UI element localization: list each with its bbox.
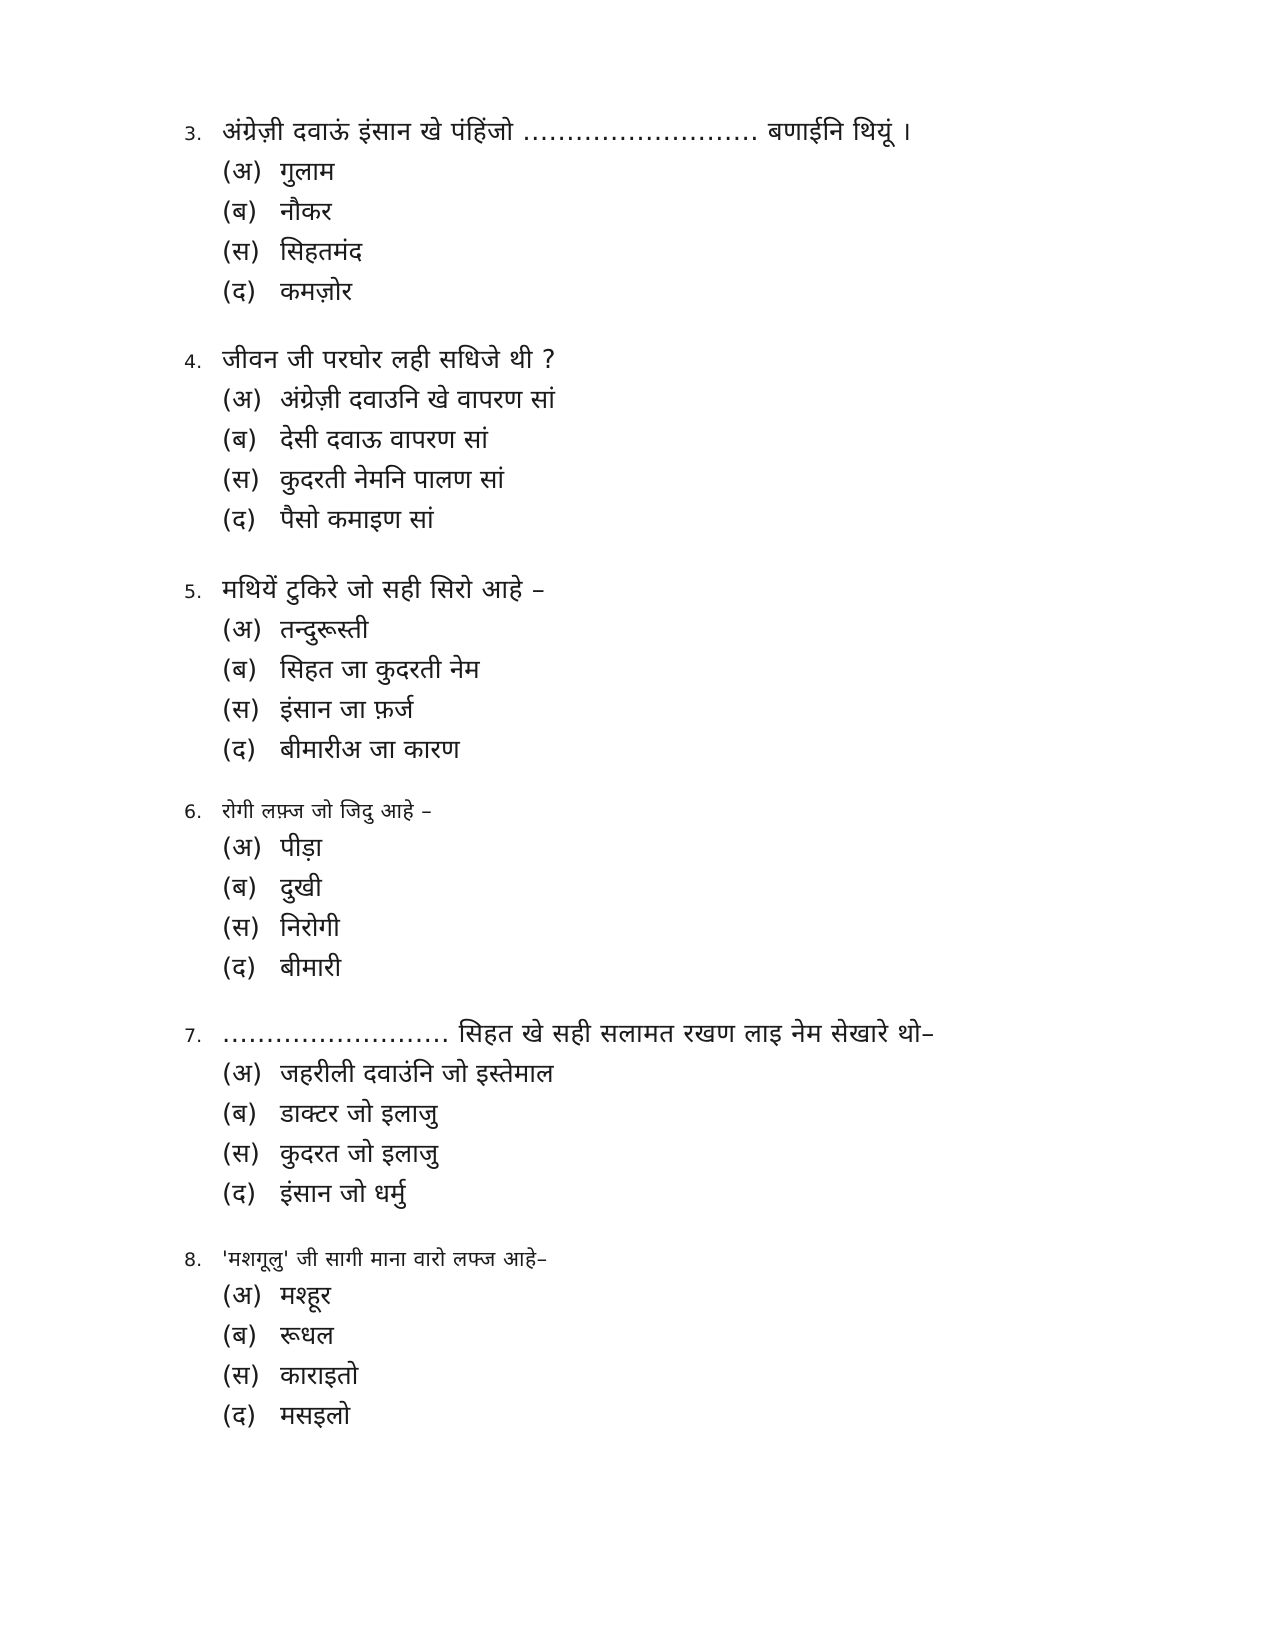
option-text: बीमारी: [280, 953, 342, 983]
option-text: पैसो कमाइण सां: [280, 505, 434, 535]
option-label: (द): [222, 735, 257, 765]
option-label: (द): [222, 953, 257, 983]
question-number: 5.: [184, 581, 203, 603]
option-text: देसी दवाऊ वापरण सां: [280, 425, 489, 455]
question-text: .......................... सिहत खे सही सलामत रखण लाइ नेम सेखारे थो–: [222, 1019, 935, 1049]
option-text: तन्दुरूस्ती: [280, 615, 369, 645]
question-text: अंग्रेज़ी दवाऊं इंसान खे पंहिंजो ........................... बणाईनि थियूं ।: [222, 117, 912, 147]
option-text: सिहतमंद: [280, 237, 363, 267]
question-text: जीवन जी परघोर लही सधिजे थी ?: [222, 345, 557, 375]
option-label: (द): [222, 1401, 257, 1431]
question-stem: [184, 112, 1184, 152]
option-text: पीड़ा: [280, 833, 323, 863]
question-stem: [184, 794, 1184, 828]
option-c: [222, 232, 1184, 272]
option-text: दुखी: [280, 873, 322, 903]
question-stem: [184, 1242, 1184, 1276]
question-stem: [184, 570, 1184, 610]
option-text: मश्हूर: [280, 1281, 332, 1311]
option-text: सिहत जा कुदरती नेम: [280, 655, 480, 685]
option-a: [222, 1054, 1184, 1094]
option-b: [222, 868, 1184, 908]
question-8: [184, 1242, 1184, 1436]
option-label: (द): [222, 505, 257, 535]
option-b: [222, 1094, 1184, 1134]
question-number: 6.: [184, 801, 203, 823]
option-b: [222, 650, 1184, 690]
question-6: [184, 794, 1184, 988]
option-label: (अ): [222, 1059, 263, 1089]
option-a: [222, 828, 1184, 868]
option-b: [222, 420, 1184, 460]
option-label: (ब): [222, 655, 258, 685]
option-label: (अ): [222, 157, 263, 187]
option-d: [222, 272, 1184, 312]
option-c: [222, 690, 1184, 730]
option-a: [222, 1276, 1184, 1316]
option-d: [222, 500, 1184, 540]
option-c: [222, 908, 1184, 948]
option-label: (द): [222, 277, 257, 307]
options-list: [222, 610, 1184, 770]
option-label: (स): [222, 465, 260, 495]
question-text: 'मशगूलु' जी सागी माना वारो लफ्ज आहे–: [222, 1247, 548, 1271]
option-label: (अ): [222, 1281, 263, 1311]
options-list: [222, 152, 1184, 312]
question-number: 3.: [184, 123, 203, 145]
options-list: [222, 1276, 1184, 1436]
option-text: नौकर: [280, 197, 332, 227]
option-text: काराइतो: [280, 1361, 359, 1391]
option-a: [222, 152, 1184, 192]
option-label: (स): [222, 695, 260, 725]
question-4: [184, 340, 1184, 540]
option-text: रूधल: [280, 1321, 334, 1351]
options-list: [222, 1054, 1184, 1214]
question-3: [184, 112, 1184, 312]
question-text: मथियें टुकिरे जो सही सिरो आहे –: [222, 575, 546, 605]
option-text: इंसान जो धर्मु: [280, 1179, 406, 1209]
option-d: [222, 948, 1184, 988]
question-7: [184, 1014, 1184, 1214]
option-label: (ब): [222, 197, 258, 227]
option-label: (स): [222, 1139, 260, 1169]
option-label: (अ): [222, 833, 263, 863]
option-d: [222, 730, 1184, 770]
option-b: [222, 1316, 1184, 1356]
option-text: कुदरत जो इलाजु: [280, 1139, 439, 1169]
question-number: 4.: [184, 351, 203, 373]
option-d: [222, 1174, 1184, 1214]
option-a: [222, 610, 1184, 650]
option-c: [222, 460, 1184, 500]
option-label: (ब): [222, 425, 258, 455]
option-label: (स): [222, 1361, 260, 1391]
question-5: [184, 570, 1184, 770]
question-stem: [184, 340, 1184, 380]
option-b: [222, 192, 1184, 232]
option-label: (स): [222, 237, 260, 267]
option-text: निरोगी: [280, 913, 340, 943]
option-label: (स): [222, 913, 260, 943]
option-label: (अ): [222, 615, 263, 645]
question-number: 8.: [184, 1249, 203, 1271]
options-list: [222, 380, 1184, 540]
option-label: (ब): [222, 1099, 258, 1129]
question-text: रोगी लफ़्ज जो जिदु आहे –: [222, 799, 433, 823]
option-text: डाक्टर जो इलाजु: [280, 1099, 438, 1129]
option-label: (द): [222, 1179, 257, 1209]
option-text: मसइलो: [280, 1401, 351, 1431]
option-text: कुदरती नेमनि पालण सां: [280, 465, 505, 495]
option-c: [222, 1356, 1184, 1396]
option-text: बीमारीअ जा कारण: [280, 735, 460, 765]
option-text: जहरीली दवाउंनि जो इस्तेमाल: [280, 1059, 554, 1089]
option-text: गुलाम: [280, 157, 335, 187]
option-c: [222, 1134, 1184, 1174]
option-label: (ब): [222, 1321, 258, 1351]
question-number: 7.: [184, 1025, 203, 1047]
option-label: (ब): [222, 873, 258, 903]
options-list: [222, 828, 1184, 988]
option-text: इंसान जा फ़र्ज: [280, 695, 414, 725]
option-a: [222, 380, 1184, 420]
option-d: [222, 1396, 1184, 1436]
option-text: अंग्रेज़ी दवाउनि खे वापरण सां: [280, 385, 555, 415]
question-stem: [184, 1014, 1184, 1054]
option-label: (अ): [222, 385, 263, 415]
option-text: कमज़ोर: [280, 277, 353, 307]
